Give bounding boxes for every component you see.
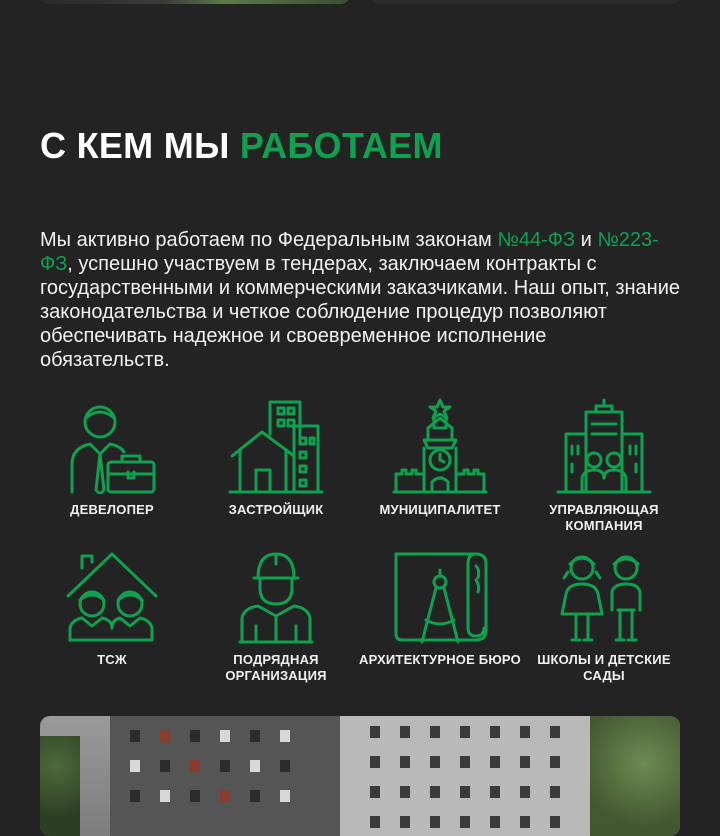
developer-icon (64, 398, 160, 494)
partner-label: МУНИЦИПАЛИТЕТ (379, 502, 501, 517)
law-44-fz: №44-ФЗ (497, 229, 576, 251)
management-company-icon (556, 398, 652, 494)
previous-card-right (371, 0, 680, 4)
homeowners-icon (64, 548, 160, 644)
partner-developer (30, 398, 194, 518)
contractor-icon (228, 548, 324, 644)
partner-homeowners (30, 548, 194, 668)
law-223-fz: №223-ФЗ (40, 229, 659, 275)
partner-architecture-bureau (358, 548, 522, 668)
photo-building-dark (110, 716, 360, 836)
partner-label: ПОДРЯДНАЯ ОРГАНИЗАЦИЯ (225, 652, 327, 683)
partner-contractor (194, 548, 358, 684)
partner-management-company (522, 398, 686, 534)
partner-label: АРХИТЕКТУРНОЕ БЮРО (359, 652, 521, 667)
partner-label: ТСЖ (97, 652, 127, 667)
previous-card-left (40, 0, 349, 4)
builder-icon (228, 398, 324, 494)
section-title (40, 125, 443, 167)
partner-municipality (358, 398, 522, 518)
section-title-plain: С КЕМ МЫ (40, 125, 230, 166)
intro-part-2: и (575, 229, 598, 251)
photo-tree-right (590, 716, 680, 836)
partner-label: ШКОЛЫ И ДЕТСКИЕ САДЫ (537, 652, 671, 683)
kremlin-tower-icon (392, 398, 488, 494)
architecture-icon (392, 548, 488, 644)
partner-builder (194, 398, 358, 518)
intro-text (40, 228, 680, 372)
section-title-accent: РАБОТАЕМ (239, 125, 443, 166)
partner-label: ЗАСТРОЙЩИК (228, 502, 324, 517)
partner-label: УПРАВЛЯЮЩАЯ КОМПАНИЯ (549, 502, 659, 533)
photo-tree-left (40, 736, 80, 836)
partner-label: ДЕВЕЛОПЕР (70, 502, 154, 517)
intro-part-3: , успешно участвуем в тендерах, заключаем контракты с государственными и коммерческими заказчиками. Наш опыт, знание законодательства и четкое соблюдение процедур позволяют обеспечивать надежное и своевременное исполнение обязательств. (40, 253, 680, 371)
school-icon (556, 548, 652, 644)
intro-part-1: Мы активно работаем по Федеральным законам (40, 229, 498, 251)
building-photo (40, 716, 680, 836)
partner-schools (522, 548, 686, 684)
